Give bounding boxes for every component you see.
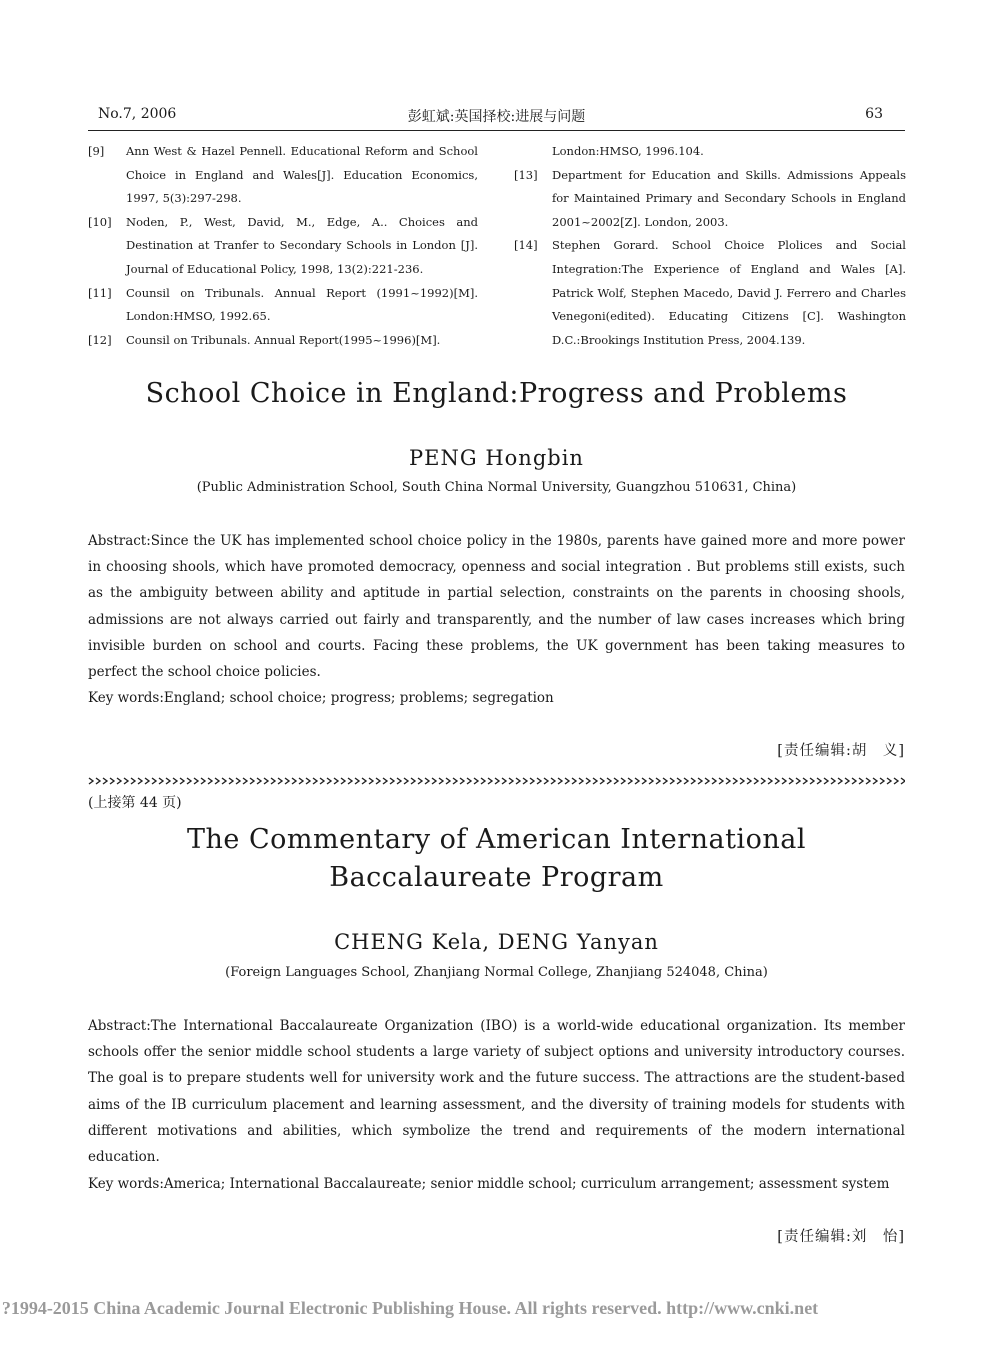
reference-number xyxy=(514,140,552,164)
reference-number: [14] xyxy=(514,238,538,253)
article1-keywords: Key words:England; school choice; progress; problems; segregation xyxy=(88,690,554,706)
reference-number: [10] xyxy=(88,214,112,229)
reference-text: Counsil on Tribunals. Annual Report (1991~1992)[M]. London:HMSO, 1992.65. xyxy=(126,285,478,324)
article2-title-line2: Baccalaureate Program xyxy=(329,862,664,893)
reference-number: [9] xyxy=(88,144,105,158)
article2-editor-note: [责任编辑:刘 怡] xyxy=(777,1229,905,1245)
reference-item xyxy=(88,329,478,353)
reference-number: [13] xyxy=(514,167,538,182)
section-divider xyxy=(88,776,905,786)
reference-item xyxy=(514,234,906,352)
article2-author: CHENG Kela, DENG Yanyan xyxy=(334,930,659,954)
reference-text: Ann West & Hazel Pennell. Educational Reform and School Choice in England and Wales[J]. Education Economics, 1997, 5(3):297-298. xyxy=(126,144,478,206)
references-right-column xyxy=(514,140,906,352)
reference-text: Counsil on Tribunals. Annual Report(1995~1996)[M]. xyxy=(126,332,441,347)
reference-item xyxy=(88,211,478,282)
article1-title: School Choice in England:Progress and Problems xyxy=(145,378,848,409)
reference-number: [12] xyxy=(88,332,112,347)
reference-item xyxy=(514,164,906,235)
article1-abstract: Abstract:Since the UK has implemented school choice policy in the 1980s, parents have gained more and more power in choosing shools, which have promoted democracy, openness and social integration . But problems still exists, such as the ambiguity between ability and aptitude in partial selection, constraints on the parents in choosing shools, admissions are not always carried out fairly and transparently, and the number of law cases increases which bring invisible burden on school and courts. Facing these problems, the UK government has been taking measures to perfect the school choice policies. xyxy=(88,533,905,681)
copyright-footer: ?1994-2015 China Academic Journal Electronic Publishing House. All rights reserved. http://www.cnki.net xyxy=(1,1298,819,1318)
article1-author: PENG Hongbin xyxy=(409,446,584,470)
article1-affiliation: (Public Administration School, South China Normal University, Guangzhou 510631, China) xyxy=(196,480,797,495)
reference-number: [11] xyxy=(88,285,112,300)
article2-title-line1: The Commentary of American International xyxy=(187,824,806,855)
continued-note: (上接第 44 页) xyxy=(88,795,182,811)
article2-affiliation: (Foreign Languages School, Zhanjiang Normal College, Zhanjiang 524048, China) xyxy=(225,965,768,980)
running-title: 彭虹斌:英国择校:进展与问题 xyxy=(407,109,586,125)
reference-text: London:HMSO, 1996.104. xyxy=(552,144,704,158)
reference-item xyxy=(88,140,478,211)
article2-abstract: Abstract:The International Baccalaureate Organization (IBO) is a world-wide educational organization. Its member schools offer the senior middle school students a large variety of subject options and university introductory courses. The goal is to prepare students well for university work and the future success. The attractions are the student-based aims of the IB curriculum placement and learning assessment, and the diversity of training models for students with different motivations and abilities, which symbolize the trend and requirements of the modern international education. xyxy=(88,1018,905,1166)
article1-editor-note: [责任编辑:胡 义] xyxy=(777,743,905,759)
running-header xyxy=(88,106,905,131)
reference-item xyxy=(88,282,478,329)
reference-item xyxy=(514,140,906,164)
references-left-column xyxy=(88,140,478,352)
reference-text: Stephen Gorard. School Choice Plolices and Social Integration:The Experience of England and Wales [A]. Patrick Wolf, Stephen Macedo, David J. Ferrero and Charles Venegoni(edited). Educating Citizens [C]. Washington D.C.:Brookings Institution Press, 2004.139. xyxy=(552,238,906,347)
reference-text: Department for Education and Skills. Admissions Appeals for Maintained Primary and Secondary Schools in England 2001~2002[Z]. London, 2003. xyxy=(552,167,906,229)
article2-keywords: Key words:America; International Baccalaureate; senior middle school; curriculum arrangement; assessment system xyxy=(88,1176,890,1192)
page-number: 63 xyxy=(865,106,883,122)
issue-label: No.7, 2006 xyxy=(98,106,177,122)
reference-text: Noden, P., West, David, M., Edge, A.. Choices and Destination at Tranfer to Secondary Schools in London [J]. Journal of Educational Policy, 1998, 13(2):221-236. xyxy=(126,214,478,276)
